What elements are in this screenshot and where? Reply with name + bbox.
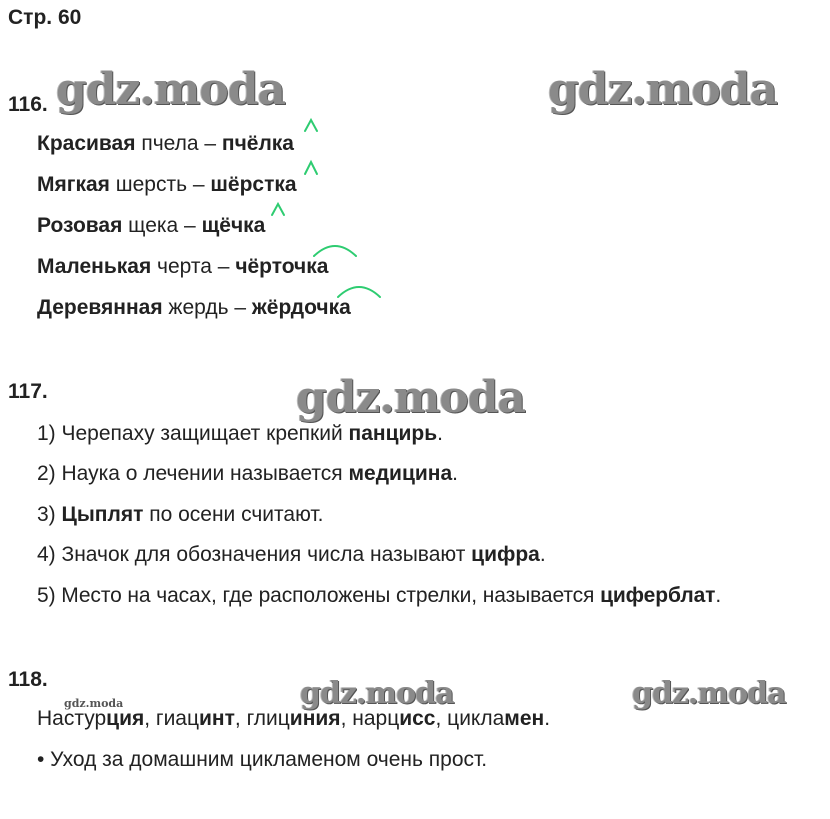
word-part: гиац <box>155 707 200 730</box>
suffix-mark <box>305 120 317 131</box>
sentence-text: . <box>539 543 546 566</box>
watermark: gdz.moda <box>64 697 124 710</box>
word-part: Настур <box>37 707 107 730</box>
noun-text: шерсть – <box>109 173 211 196</box>
separator: . <box>544 707 551 730</box>
watermark: gdz.moda <box>300 676 454 711</box>
exercise-117-row <box>37 585 721 606</box>
exercise-116-row <box>37 133 294 154</box>
exercise-116-row <box>37 256 328 277</box>
sentence-text: . <box>715 584 722 607</box>
sentence-text: . <box>452 462 458 485</box>
adjective: Красивая <box>37 132 136 155</box>
noun-text: пчела – <box>135 132 222 155</box>
adjective: Мягкая <box>37 173 110 196</box>
answer-word: цифра <box>471 543 540 566</box>
adjective: Маленькая <box>37 255 152 278</box>
adjective: Розовая <box>37 214 123 237</box>
watermark: gdz.moda <box>56 64 286 115</box>
suffix-mark <box>272 204 284 215</box>
word-highlight: инт <box>199 707 235 730</box>
diminutive: жёрдочка <box>251 296 351 319</box>
exercise-118-sentence: • Уход за домашним цикламеном очень прост. <box>37 748 488 771</box>
exercise-116-row <box>37 215 265 236</box>
separator: , <box>340 707 353 730</box>
sentence-text: 4) Значок для обозначения числа называют <box>37 543 472 566</box>
diminutive: шёрстка <box>210 173 297 196</box>
word-part: глиц <box>246 707 290 730</box>
exercise-117-row <box>37 544 546 565</box>
separator: , <box>144 707 156 730</box>
word-highlight: мен <box>504 707 545 730</box>
exercise-116-row <box>37 297 351 318</box>
answer-word: панцирь <box>348 422 438 445</box>
exercise-117-row <box>37 504 324 525</box>
word-part: цикла <box>447 707 505 730</box>
answer-word: циферблат <box>600 584 716 607</box>
sentence-text: 3) <box>37 503 62 526</box>
diminutive: пчёлка <box>221 132 294 155</box>
exercise-117-row <box>37 423 443 444</box>
answer-word: Цыплят <box>61 503 144 526</box>
diminutive: чёрточка <box>235 255 329 278</box>
exercise-117-row <box>37 463 458 484</box>
noun-text: жердь – <box>162 296 252 319</box>
word-highlight: иния <box>289 707 341 730</box>
separator: , <box>234 707 247 730</box>
diminutive: щёчка <box>201 214 266 237</box>
sentence-text: . <box>437 422 443 445</box>
word-part: нарц <box>352 707 400 730</box>
watermark: gdz.moda <box>632 676 786 711</box>
watermark: gdz.moda <box>296 372 526 423</box>
sentence-text: по осени считают. <box>143 503 324 526</box>
answer-word: медицина <box>348 462 453 485</box>
noun-text: щека – <box>122 214 202 237</box>
page-title: Стр. 60 <box>8 6 82 29</box>
exercise-number-117: 117. <box>8 380 48 403</box>
sentence-text: 2) Наука о лечении называется <box>37 462 349 485</box>
exercise-number-118: 118. <box>8 668 48 691</box>
word-highlight: ция <box>106 707 145 730</box>
separator: , <box>435 707 448 730</box>
word-highlight: исс <box>399 707 436 730</box>
adjective: Деревянная <box>37 296 163 319</box>
suffix-mark <box>305 162 317 174</box>
noun-text: черта – <box>151 255 236 278</box>
exercise-116-row <box>37 174 297 195</box>
sentence-text: 5) Место на часах, где расположены стрелки, называется <box>37 584 601 607</box>
sentence-text: 1) Черепаху защищает крепкий <box>37 422 349 445</box>
exercise-118-words <box>37 708 550 729</box>
watermark: gdz.moda <box>548 64 778 115</box>
exercise-number-116: 116. <box>8 93 48 116</box>
